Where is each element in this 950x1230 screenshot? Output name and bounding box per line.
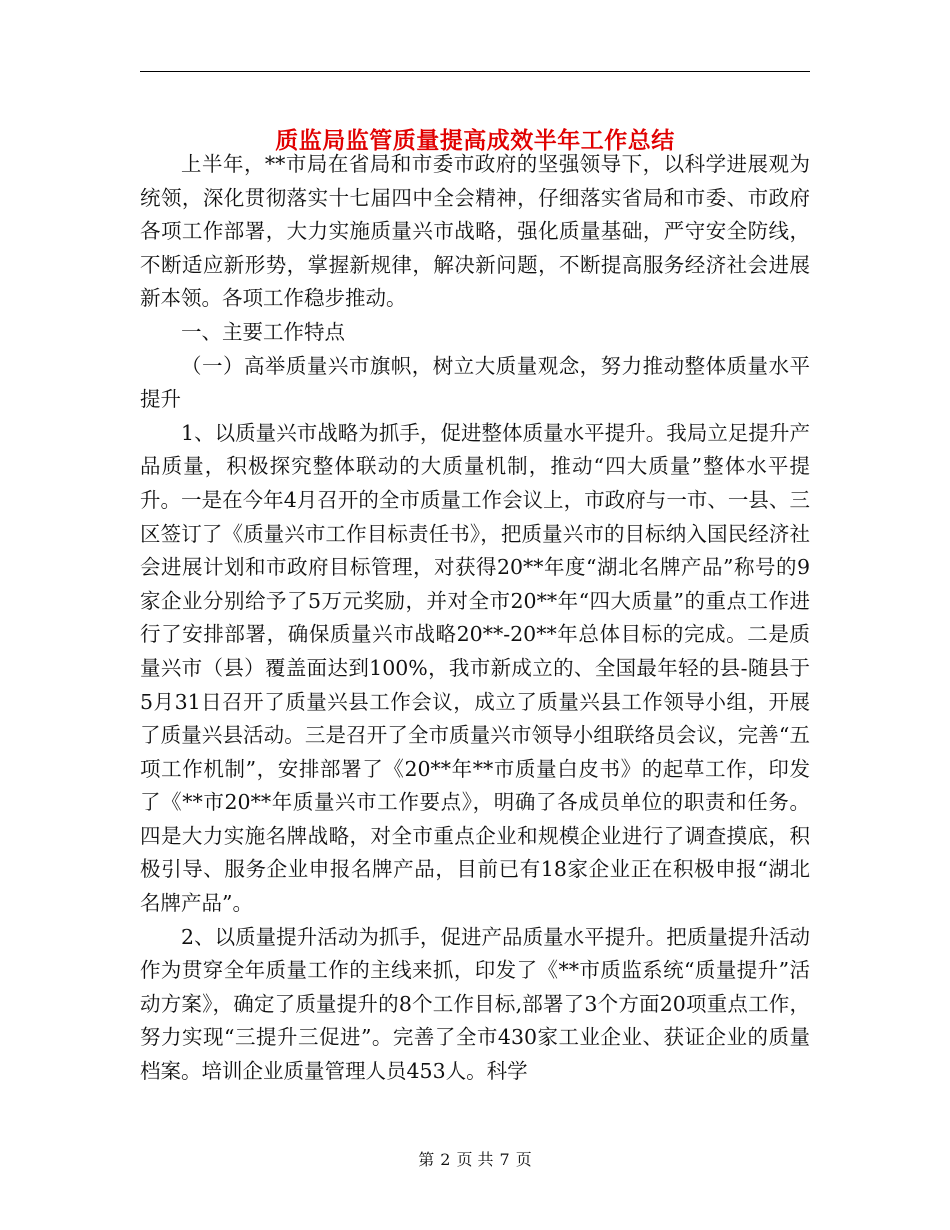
total-page-count: 7: [499, 1150, 510, 1169]
footer-suffix: 页: [515, 1150, 532, 1169]
paragraph-item-1: 1、以质量兴市战略为抓手，促进整体质量水平提升。我局立足提升产品质量，积极探究整体联动的大质量机制，推动“四大质量”整体水平提升。一是在今年4月召开的全市质量工作会议上，市政府与一市、一县、三区签订了《质量兴市工作目标责任书》，把质量兴市的目标纳入国民经济社会进展计划和市政府目标管理，对获得20**年度“湖北名牌产品”称号的9家企业分别给予了5万元奖励，并对全市20**年“四大质量”的重点工作进行了安排部署，确保质量兴市战略20**-20**年总体目标的完成。二是质量兴市（县）覆盖面达到100%，我市新成立的、全国最年轻的县-随县于5月31日召开了质量兴县工作会议，成立了质量兴县工作领导小组，开展了质量兴县活动。三是召开了全市质量兴市领导小组联络员会议，完善“五项工作机制”，安排部署了《20**年**市质量白皮书》的起草工作，印发了《**市20**年质量兴市工作要点》，明确了各成员单位的职责和任务。四是大力实施名牌战略，对全市重点企业和规模企业进行了调查摸底，积极引导、服务企业申报名牌产品，目前已有18家企业正在积极申报“湖北名牌产品”。: [140, 420, 810, 916]
document-title: 质监局监管质量提高成效半年工作总结: [275, 127, 675, 155]
current-page-number: 2: [440, 1150, 451, 1169]
section-heading: 一、主要工作特点: [181, 319, 345, 344]
footer-prefix: 第: [418, 1150, 435, 1169]
footer-middle: 页 共: [456, 1150, 494, 1169]
paragraph-item-2: 2、以质量提升活动为抓手，促进产品质量水平提升。把质量提升活动作为贯穿全年质量工作的主线来抓，印发了《**市质监系统“质量提升”活动方案》，确定了质量提升的8个工作目标,部署了3个方面20项重点工作，努力实现“三提升三促进”。完善了全市430家工业企业、获证企业的质量档案。培训企业质量管理人员453人。科学: [140, 924, 810, 1084]
paragraph-intro: 上半年，**市局在省局和市委市政府的坚强领导下，以科学进展观为统领，深化贯彻落实十七届四中全会精神，仔细落实省局和市委、市政府各项工作部署，大力实施质量兴市战略，强化质量基础，严守安全防线，不断适应新形势，掌握新规律，解决新问题，不断提高服务经济社会进展新本领。各项工作稳步推动。: [140, 152, 810, 311]
subsection-heading: （一）高举质量兴市旗帜，树立大质量观念，努力推动整体质量水平提升: [140, 353, 810, 412]
page-footer: [0, 1148, 950, 1172]
document-body: [140, 148, 810, 1089]
header-rule: [140, 71, 810, 72]
